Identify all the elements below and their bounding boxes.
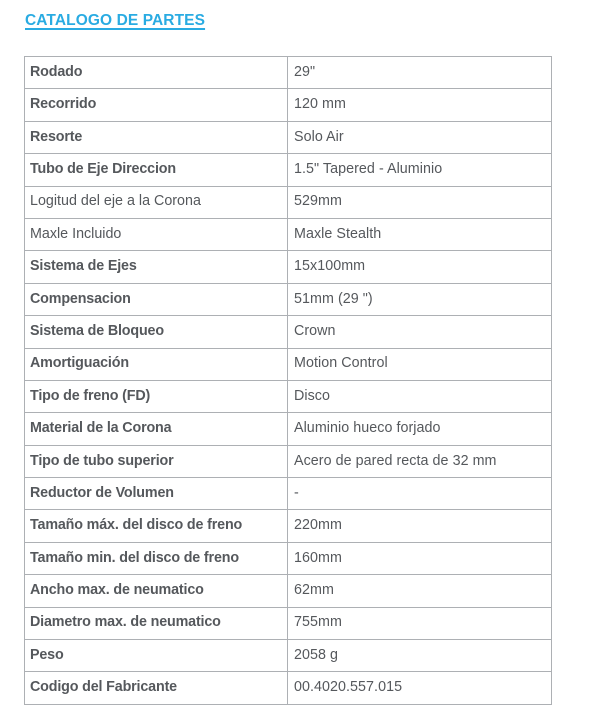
spec-value-cell: Maxle Stealth bbox=[288, 218, 552, 250]
table-row bbox=[25, 542, 552, 574]
table-row bbox=[25, 57, 552, 89]
spec-value-cell: 62mm bbox=[288, 575, 552, 607]
page-title[interactable]: CATALOGO DE PARTES bbox=[25, 12, 206, 29]
spec-value-cell: Solo Air bbox=[288, 121, 552, 153]
table-row bbox=[25, 89, 552, 121]
spec-value-cell: Crown bbox=[288, 316, 552, 348]
table-row bbox=[25, 316, 552, 348]
spec-label-cell: Tipo de tubo superior bbox=[25, 445, 288, 477]
spec-label-cell: Ancho max. de neumatico bbox=[25, 575, 288, 607]
table-row bbox=[25, 575, 552, 607]
spec-label-cell: Sistema de Bloqueo bbox=[25, 316, 288, 348]
spec-value-cell: 755mm bbox=[288, 607, 552, 639]
specifications-table bbox=[24, 56, 552, 705]
table-row bbox=[25, 251, 552, 283]
spec-value-cell: 120 mm bbox=[288, 89, 552, 121]
table-row bbox=[25, 348, 552, 380]
table-row bbox=[25, 640, 552, 672]
table-row bbox=[25, 283, 552, 315]
spec-value-cell: 15x100mm bbox=[288, 251, 552, 283]
spec-label-cell: Tamaño máx. del disco de freno bbox=[25, 510, 288, 542]
spec-value-cell: 51mm (29 ") bbox=[288, 283, 552, 315]
spec-value-cell: 1.5" Tapered - Aluminio bbox=[288, 154, 552, 186]
spec-value-cell: Motion Control bbox=[288, 348, 552, 380]
spec-label-cell: Rodado bbox=[25, 57, 288, 89]
table-row bbox=[25, 186, 552, 218]
spec-label-cell: Maxle Incluido bbox=[25, 218, 288, 250]
spec-label-cell: Material de la Corona bbox=[25, 413, 288, 445]
spec-label-cell: Resorte bbox=[25, 121, 288, 153]
spec-label-cell: Peso bbox=[25, 640, 288, 672]
spec-value-cell: 2058 g bbox=[288, 640, 552, 672]
table-row bbox=[25, 413, 552, 445]
spec-label-cell: Tamaño min. del disco de freno bbox=[25, 542, 288, 574]
table-row bbox=[25, 672, 552, 704]
spec-label-cell: Tubo de Eje Direccion bbox=[25, 154, 288, 186]
table-row bbox=[25, 154, 552, 186]
table-row bbox=[25, 478, 552, 510]
spec-value-cell: 00.4020.557.015 bbox=[288, 672, 552, 704]
spec-label-cell: Sistema de Ejes bbox=[25, 251, 288, 283]
spec-value-cell: - bbox=[288, 478, 552, 510]
spec-label-cell: Diametro max. de neumatico bbox=[25, 607, 288, 639]
table-row bbox=[25, 607, 552, 639]
spec-label-cell: Tipo de freno (FD) bbox=[25, 380, 288, 412]
table-row bbox=[25, 445, 552, 477]
spec-value-cell: Aluminio hueco forjado bbox=[288, 413, 552, 445]
table-row bbox=[25, 218, 552, 250]
spec-value-cell: 220mm bbox=[288, 510, 552, 542]
table-row bbox=[25, 510, 552, 542]
spec-label-cell: Compensacion bbox=[25, 283, 288, 315]
spec-label-cell: Logitud del eje a la Corona bbox=[25, 186, 288, 218]
specifications-table-container bbox=[24, 56, 551, 705]
spec-label-cell: Amortiguación bbox=[25, 348, 288, 380]
spec-label-cell: Recorrido bbox=[25, 89, 288, 121]
table-row bbox=[25, 380, 552, 412]
specifications-table-body bbox=[25, 57, 552, 705]
spec-value-cell: 160mm bbox=[288, 542, 552, 574]
spec-label-cell: Codigo del Fabricante bbox=[25, 672, 288, 704]
spec-value-cell: 29" bbox=[288, 57, 552, 89]
spec-value-cell: 529mm bbox=[288, 186, 552, 218]
spec-label-cell: Reductor de Volumen bbox=[25, 478, 288, 510]
spec-value-cell: Disco bbox=[288, 380, 552, 412]
spec-value-cell: Acero de pared recta de 32 mm bbox=[288, 445, 552, 477]
table-row bbox=[25, 121, 552, 153]
